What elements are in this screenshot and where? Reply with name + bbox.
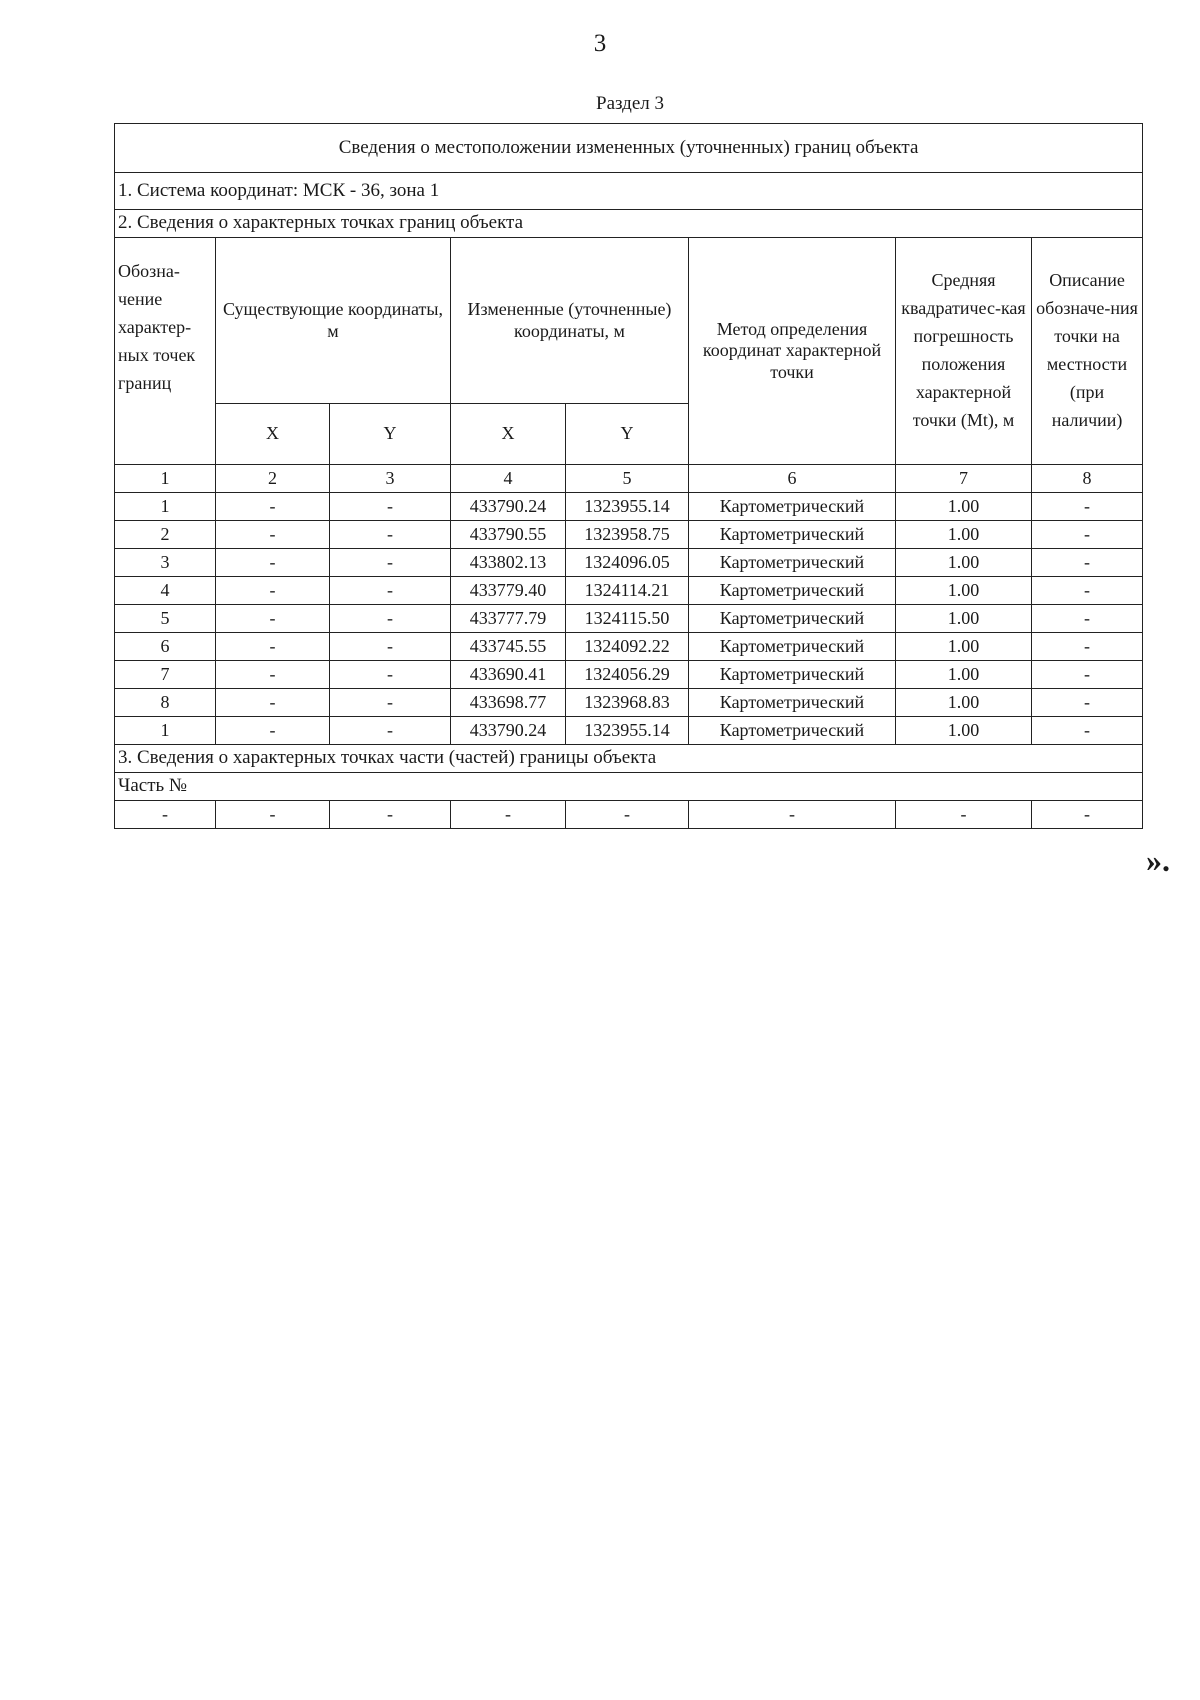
boundary-table — [114, 123, 1143, 829]
table-cell: - — [216, 717, 330, 745]
table-cell: 1 — [115, 717, 216, 745]
table-cell: 6 — [115, 633, 216, 661]
header-method: Метод определения координат характерной точки — [689, 238, 896, 465]
table-cell: Картометрический — [689, 549, 896, 577]
column-number: 5 — [566, 465, 689, 493]
header-changed-coords: Измененные (уточненные) координаты, м — [451, 238, 689, 404]
table-cell: - — [1032, 717, 1143, 745]
header-existing-y: Y — [330, 404, 451, 465]
column-number: 8 — [1032, 465, 1143, 493]
table-cell: 433790.55 — [451, 521, 566, 549]
table-title: Сведения о местоположении измененных (уточненных) границ объекта — [115, 124, 1143, 173]
part-label: Часть № — [115, 773, 1143, 801]
table-cell: 1324096.05 — [566, 549, 689, 577]
table-cell: 1323955.14 — [566, 717, 689, 745]
table-cell: Картометрический — [689, 633, 896, 661]
table-cell: 1323968.83 — [566, 689, 689, 717]
table-cell: - — [216, 493, 330, 521]
header-description: Описание обозначе-ния точки на местности (при наличии) — [1032, 238, 1143, 465]
table-cell: Картометрический — [689, 577, 896, 605]
table-row — [115, 605, 1143, 633]
table-cell: - — [330, 661, 451, 689]
table-row — [115, 577, 1143, 605]
table-cell: - — [330, 689, 451, 717]
table-cell: - — [216, 661, 330, 689]
table-cell: - — [566, 801, 689, 829]
header-changed-x: X — [451, 404, 566, 465]
table-cell: 4 — [115, 577, 216, 605]
table-cell: Картометрический — [689, 717, 896, 745]
table-row — [115, 661, 1143, 689]
table-cell: - — [330, 717, 451, 745]
header-designation: Обозна-чение характер-ных точек границ — [115, 238, 216, 465]
table-cell: - — [330, 633, 451, 661]
table-row — [115, 717, 1143, 745]
table-cell: - — [1032, 689, 1143, 717]
table-cell: Картометрический — [689, 605, 896, 633]
table-cell: Картометрический — [689, 689, 896, 717]
table-cell: - — [216, 633, 330, 661]
table-cell: 1.00 — [896, 689, 1032, 717]
table-cell: 1324056.29 — [566, 661, 689, 689]
table-cell: 1.00 — [896, 633, 1032, 661]
points-title: 2. Сведения о характерных точках границ объекта — [115, 210, 1143, 238]
table-cell: - — [216, 689, 330, 717]
table-cell: 433790.24 — [451, 717, 566, 745]
table-cell: - — [330, 801, 451, 829]
table-row — [115, 633, 1143, 661]
table-cell: - — [1032, 605, 1143, 633]
table-cell: 8 — [115, 689, 216, 717]
table-cell: - — [330, 549, 451, 577]
table-cell: 1.00 — [896, 577, 1032, 605]
section-label: Раздел 3 — [596, 93, 664, 114]
table-cell: 433802.13 — [451, 549, 566, 577]
table-cell: 1323955.14 — [566, 493, 689, 521]
table-cell: 1324114.21 — [566, 577, 689, 605]
table-row — [115, 549, 1143, 577]
table-cell: - — [451, 801, 566, 829]
header-changed-y: Y — [566, 404, 689, 465]
table-cell: Картометрический — [689, 661, 896, 689]
table-cell: 7 — [115, 661, 216, 689]
table-cell: 1 — [115, 493, 216, 521]
table-cell: Картометрический — [689, 521, 896, 549]
table-cell: 433745.55 — [451, 633, 566, 661]
table-cell: - — [1032, 661, 1143, 689]
table-cell: - — [1032, 577, 1143, 605]
table-cell: - — [1032, 521, 1143, 549]
table-row — [115, 493, 1143, 521]
table-cell: - — [216, 801, 330, 829]
table-cell: 5 — [115, 605, 216, 633]
table-cell: 433698.77 — [451, 689, 566, 717]
table-cell: - — [216, 605, 330, 633]
table-cell: 433779.40 — [451, 577, 566, 605]
table-cell: 433777.79 — [451, 605, 566, 633]
column-number: 4 — [451, 465, 566, 493]
table-cell: 1.00 — [896, 521, 1032, 549]
column-number: 6 — [689, 465, 896, 493]
coord-system: 1. Система координат: МСК - 36, зона 1 — [115, 173, 1143, 210]
table-row — [115, 521, 1143, 549]
table-cell: 1.00 — [896, 549, 1032, 577]
table-cell: 1.00 — [896, 493, 1032, 521]
table-cell: 1.00 — [896, 717, 1032, 745]
closing-quote: ». — [1146, 842, 1170, 878]
table-cell: - — [330, 493, 451, 521]
table-cell: - — [1032, 549, 1143, 577]
table-cell: 1323958.75 — [566, 521, 689, 549]
table-cell: 2 — [115, 521, 216, 549]
part-row — [115, 801, 1143, 829]
header-existing-x: X — [216, 404, 330, 465]
column-number: 1 — [115, 465, 216, 493]
table-cell: - — [1032, 633, 1143, 661]
table-cell: 1.00 — [896, 605, 1032, 633]
table-cell: - — [1032, 493, 1143, 521]
table-cell: - — [216, 577, 330, 605]
table-cell: - — [330, 521, 451, 549]
table-cell: - — [1032, 801, 1143, 829]
table-cell: - — [330, 577, 451, 605]
header-existing-coords: Существующие координаты, м — [216, 238, 451, 404]
column-number: 3 — [330, 465, 451, 493]
table-cell: Картометрический — [689, 493, 896, 521]
parts-title: 3. Сведения о характерных точках части (частей) границы объекта — [115, 745, 1143, 773]
table-cell: - — [216, 549, 330, 577]
table-cell: 1324115.50 — [566, 605, 689, 633]
page-number: 3 — [593, 30, 607, 57]
table-cell: 1.00 — [896, 661, 1032, 689]
column-numbers-row — [115, 465, 1143, 493]
table-cell: 3 — [115, 549, 216, 577]
table-cell: - — [896, 801, 1032, 829]
table-cell: 433690.41 — [451, 661, 566, 689]
header-error: Средняя квадратичес-кая погрешность положения характерной точки (Mt), м — [896, 238, 1032, 465]
column-number: 2 — [216, 465, 330, 493]
table-cell: - — [115, 801, 216, 829]
column-number: 7 — [896, 465, 1032, 493]
table-cell: - — [689, 801, 896, 829]
table-cell: 433790.24 — [451, 493, 566, 521]
table-cell: - — [216, 521, 330, 549]
table-row — [115, 689, 1143, 717]
table-cell: - — [330, 605, 451, 633]
table-cell: 1324092.22 — [566, 633, 689, 661]
